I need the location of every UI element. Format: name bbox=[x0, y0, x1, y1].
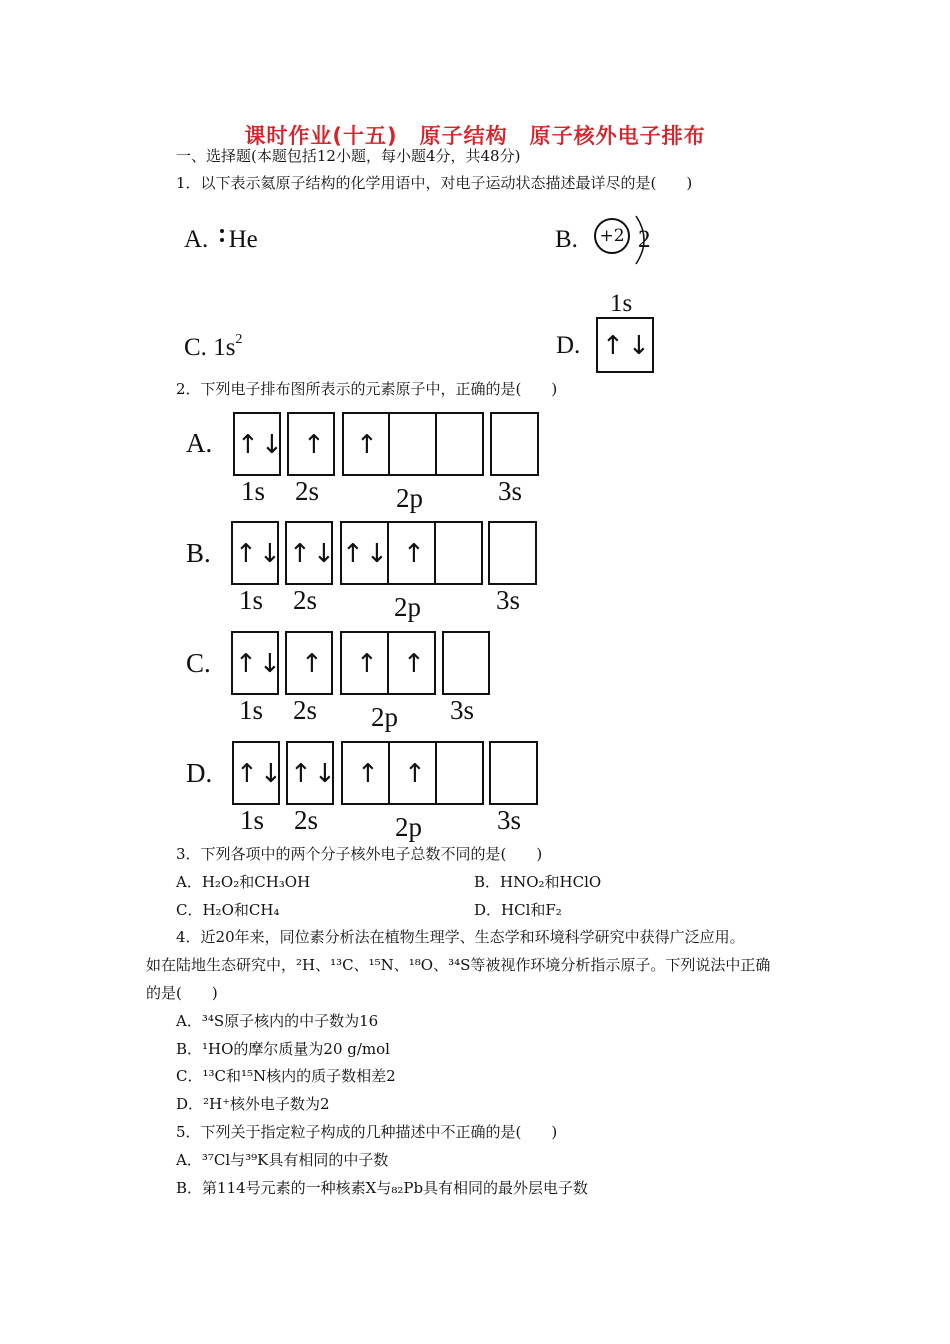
q1-d-orbital-label: 1s bbox=[610, 290, 633, 317]
orbital-box bbox=[285, 521, 333, 585]
nucleus-circle-icon bbox=[594, 218, 630, 254]
label-1s: 1s bbox=[239, 585, 264, 615]
orbital-box bbox=[232, 741, 280, 805]
spin-up-arrow-icon: ↑ bbox=[289, 539, 311, 569]
q3-option-a[interactable]: A．H₂O₂和CH₃OH bbox=[176, 873, 311, 891]
orbital-box bbox=[341, 741, 390, 805]
q1-d-label: D. bbox=[556, 332, 581, 359]
label-1s: 1s bbox=[241, 476, 266, 506]
orbital-box bbox=[490, 412, 539, 476]
q2-option-c[interactable]: C. bbox=[186, 648, 211, 678]
q5-stem: 5．下列关于指定粒子构成的几种描述中不正确的是( ) bbox=[176, 1123, 558, 1141]
label-3s: 3s bbox=[497, 805, 522, 835]
spin-up-arrow-icon: ↑ bbox=[403, 649, 425, 679]
q3-option-d[interactable]: D．HCl和F₂ bbox=[474, 901, 562, 919]
page-title: 课时作业(十五) 原子结构 原子核外电子排布 bbox=[244, 124, 706, 148]
q4-stem-line-1: 4．近20年来，同位素分析法在植物生理学、生态学和环境科学研究中获得广泛应用。 bbox=[176, 928, 745, 946]
spin-up-arrow-icon: ↑ bbox=[235, 649, 257, 679]
q4-option-b[interactable]: B．¹HO的摩尔质量为20 g/mol bbox=[176, 1040, 390, 1058]
spin-down-arrow-icon: ↓ bbox=[366, 539, 388, 569]
orbital-box bbox=[596, 317, 654, 373]
spin-up-arrow-icon: ↑ bbox=[404, 759, 426, 789]
label-2s: 2s bbox=[293, 695, 318, 725]
orbital-box bbox=[488, 521, 537, 585]
electron-dot-icon bbox=[215, 224, 229, 252]
q2-option-d[interactable]: D. bbox=[186, 758, 213, 788]
q1-option-c[interactable] bbox=[184, 332, 242, 362]
label-2p: 2p bbox=[371, 702, 398, 732]
q1-b-shell: 2 bbox=[638, 226, 651, 253]
q5-option-b[interactable]: B．第114号元素的一种核素X与₈₂Pb具有相同的最外层电子数 bbox=[176, 1179, 589, 1197]
q4-option-c[interactable]: C．¹³C和¹⁵N核内的质子数相差2 bbox=[176, 1067, 396, 1085]
orbital-box bbox=[489, 741, 538, 805]
q1-c-config: 1s bbox=[213, 334, 236, 361]
q4-stem-line-2: 如在陆地生态研究中，²H、¹³C、¹⁵N、¹⁸O、³⁴S等被视作环境分析指示原子。下列说法中正确 bbox=[146, 956, 771, 974]
orbital-box bbox=[286, 741, 334, 805]
orbital-box bbox=[435, 741, 484, 805]
orbital-box bbox=[231, 521, 279, 585]
spin-up-arrow-icon: ↑ bbox=[602, 331, 624, 361]
q1-option-d[interactable] bbox=[556, 332, 580, 360]
q1-a-label: A. bbox=[184, 226, 209, 253]
spin-up-arrow-icon: ↑ bbox=[290, 759, 312, 789]
spin-down-arrow-icon: ↓ bbox=[628, 331, 650, 361]
orbital-box bbox=[342, 412, 390, 476]
spin-down-arrow-icon: ↓ bbox=[260, 759, 282, 789]
orbital-box bbox=[387, 521, 436, 585]
q1-option-b[interactable] bbox=[555, 226, 578, 254]
label-3s: 3s bbox=[496, 585, 521, 615]
orbital-box bbox=[287, 412, 335, 476]
orbital-box bbox=[340, 521, 389, 585]
spin-up-arrow-icon: ↑ bbox=[403, 539, 425, 569]
label-3s: 3s bbox=[498, 476, 523, 506]
q3-stem: 3．下列各项中的两个分子核外电子总数不同的是( ) bbox=[176, 845, 543, 863]
q3-option-b[interactable]: B．HNO₂和HClO bbox=[474, 873, 602, 891]
q1-c-sup: 2 bbox=[235, 332, 243, 347]
spin-up-arrow-icon: ↑ bbox=[356, 649, 378, 679]
q5-option-a[interactable]: A．³⁷Cl与³⁹K具有相同的中子数 bbox=[176, 1151, 389, 1169]
q1-b-label: B. bbox=[555, 226, 578, 253]
q1-a-symbol: He bbox=[228, 226, 258, 253]
q3-option-c[interactable]: C．H₂O和CH₄ bbox=[176, 901, 280, 919]
spin-down-arrow-icon: ↓ bbox=[261, 430, 283, 460]
q1-option-a[interactable] bbox=[184, 226, 258, 254]
label-2p: 2p bbox=[396, 483, 423, 513]
label-1s: 1s bbox=[239, 695, 264, 725]
q2-option-b[interactable]: B. bbox=[186, 538, 211, 568]
label-2p: 2p bbox=[395, 812, 422, 842]
label-2s: 2s bbox=[295, 476, 320, 506]
q2-stem: 2．下列电子排布图所表示的元素原子中，正确的是( ) bbox=[176, 380, 558, 398]
q1-stem: 1．以下表示氦原子结构的化学用语中，对电子运动状态描述最详尽的是( ) bbox=[176, 174, 693, 192]
q4-option-d[interactable]: D．²H⁺核外电子数为2 bbox=[176, 1095, 330, 1113]
spin-down-arrow-icon: ↓ bbox=[259, 539, 281, 569]
q2-option-a[interactable]: A. bbox=[186, 428, 213, 458]
orbital-box bbox=[434, 521, 483, 585]
spin-up-arrow-icon: ↑ bbox=[342, 539, 364, 569]
orbital-box bbox=[387, 631, 436, 695]
orbital-box bbox=[388, 741, 437, 805]
orbital-box bbox=[340, 631, 389, 695]
spin-up-arrow-icon: ↑ bbox=[357, 759, 379, 789]
spin-up-arrow-icon: ↑ bbox=[237, 430, 259, 460]
spin-up-arrow-icon: ↑ bbox=[235, 539, 257, 569]
label-2s: 2s bbox=[293, 585, 318, 615]
orbital-box bbox=[442, 631, 490, 695]
q1-b-nucleus: +2 bbox=[599, 226, 625, 246]
spin-up-arrow-icon: ↑ bbox=[303, 430, 325, 460]
orbital-box bbox=[233, 412, 281, 476]
orbital-box bbox=[435, 412, 484, 476]
orbital-box bbox=[231, 631, 279, 695]
spin-up-arrow-icon: ↑ bbox=[356, 430, 378, 460]
q4-stem-line-3: 的是( ) bbox=[146, 984, 218, 1002]
spin-down-arrow-icon: ↓ bbox=[259, 649, 281, 679]
section-heading: 一、选择题(本题包括12小题，每小题4分，共48分) bbox=[176, 147, 521, 165]
spin-down-arrow-icon: ↓ bbox=[314, 759, 336, 789]
q4-option-a[interactable]: A．³⁴S原子核内的中子数为16 bbox=[176, 1012, 379, 1030]
label-2s: 2s bbox=[294, 805, 319, 835]
spin-up-arrow-icon: ↑ bbox=[301, 649, 323, 679]
orbital-box bbox=[388, 412, 437, 476]
label-1s: 1s bbox=[240, 805, 265, 835]
label-3s: 3s bbox=[450, 695, 475, 725]
q1-c-label: C. bbox=[184, 334, 207, 361]
spin-down-arrow-icon: ↓ bbox=[313, 539, 335, 569]
label-2p: 2p bbox=[394, 592, 421, 622]
orbital-box bbox=[285, 631, 333, 695]
spin-up-arrow-icon: ↑ bbox=[236, 759, 258, 789]
